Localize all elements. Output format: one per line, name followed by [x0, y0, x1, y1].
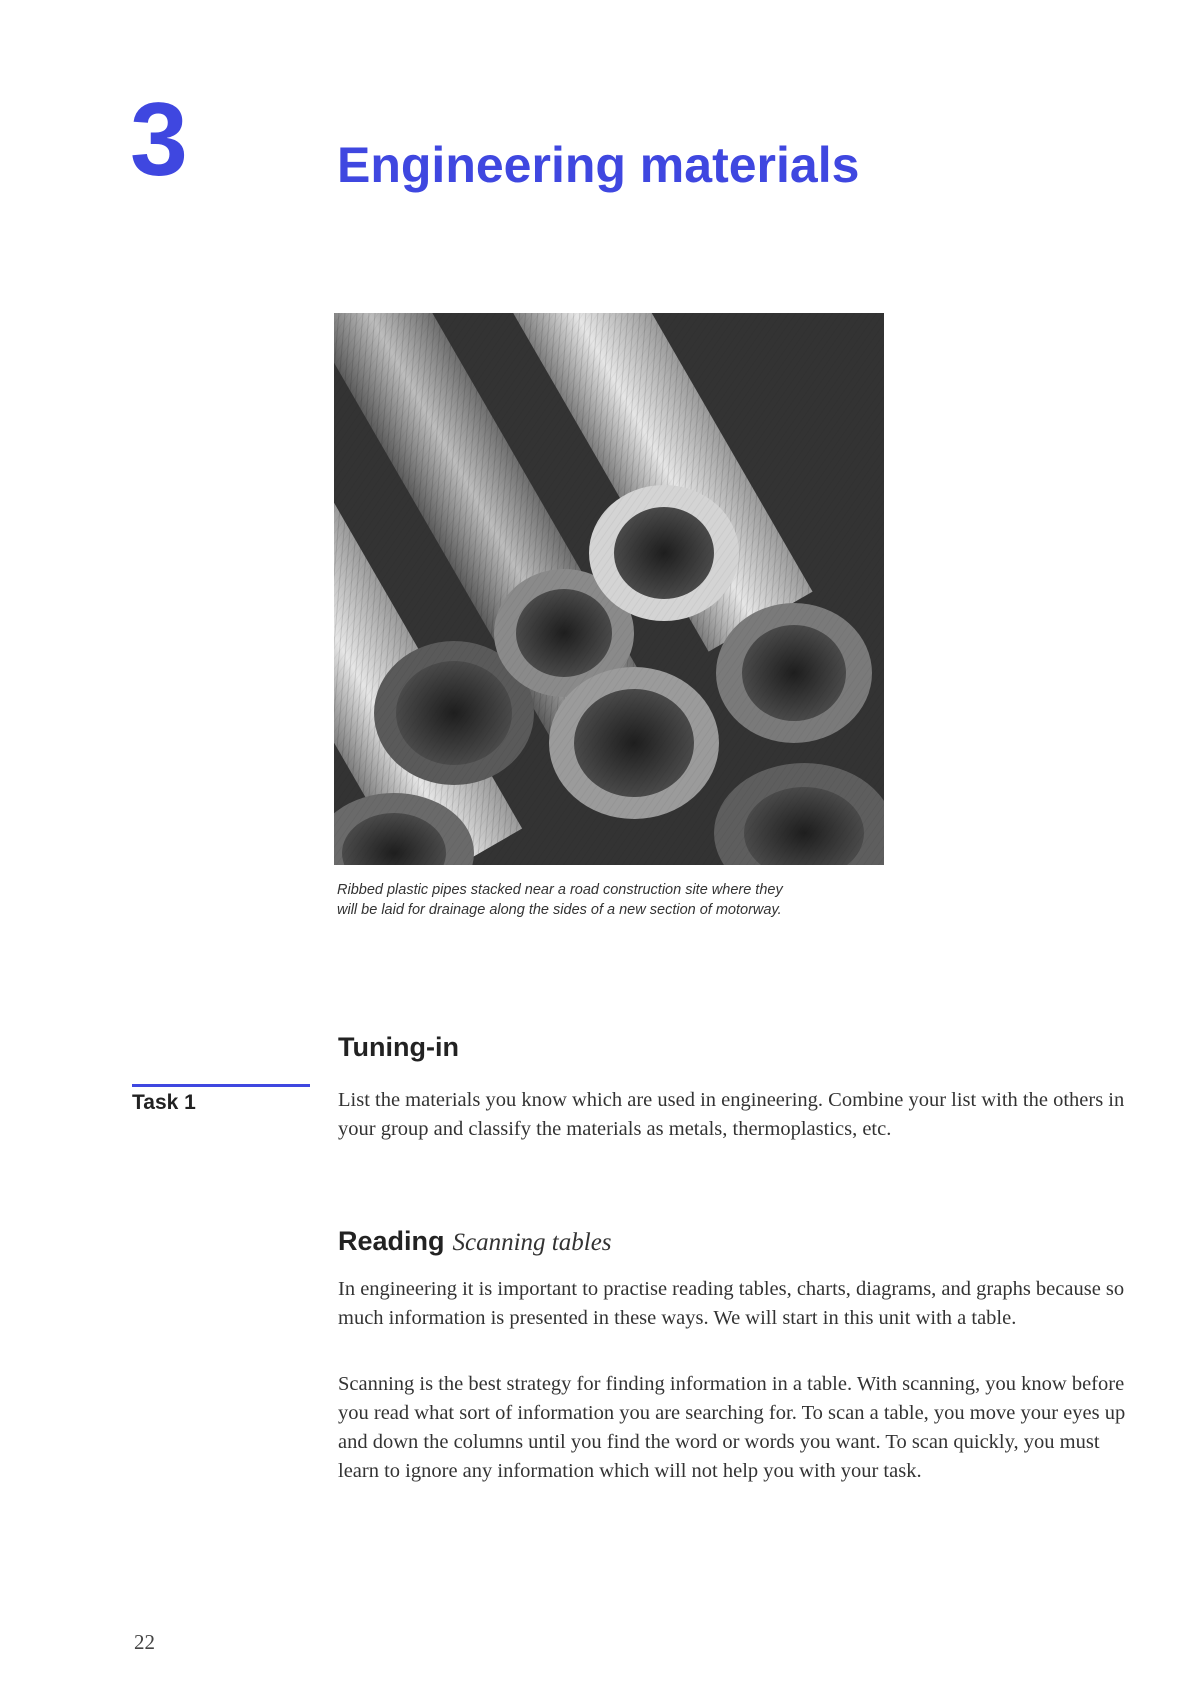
reading-subheading: Scanning tables	[452, 1229, 612, 1256]
reading-heading-title: Reading	[338, 1226, 445, 1256]
task-1-text: List the materials you know which are used in engineering. Combine your list with the others in your group and classify the materials as metals, thermoplastics, etc.	[338, 1089, 1125, 1140]
reading-paragraph-2: Scanning is the best strategy for finding information in a table. With scanning, you know before you read what sort of information you are searching for. To scan a table, you move your eyes up and down the columns until you find the word or words you want. To scan quickly, you must learn to ignore any information which will not help you with your task.	[338, 1373, 1126, 1482]
photo-caption	[337, 880, 897, 920]
pipes-illustration	[334, 313, 884, 865]
tuning-in-heading: Tuning-in	[338, 1032, 459, 1062]
caption-line-2: will be laid for drainage along the sides of a new section of motorway.	[337, 902, 782, 918]
task-divider	[132, 1084, 310, 1087]
chapter-number: 3	[130, 82, 188, 198]
reading-heading	[338, 1228, 612, 1255]
page-number: 22	[134, 1630, 155, 1654]
caption-line-1: Ribbed plastic pipes stacked near a road construction site where they	[337, 882, 783, 898]
task-label: Task 1	[132, 1091, 196, 1114]
chapter-title: Engineering materials	[337, 137, 860, 193]
reading-paragraph-1: In engineering it is important to practise reading tables, charts, diagrams, and graphs because so much information is presented in these ways. We will start in this unit with a table.	[338, 1278, 1125, 1329]
pipes-photo	[334, 313, 884, 865]
